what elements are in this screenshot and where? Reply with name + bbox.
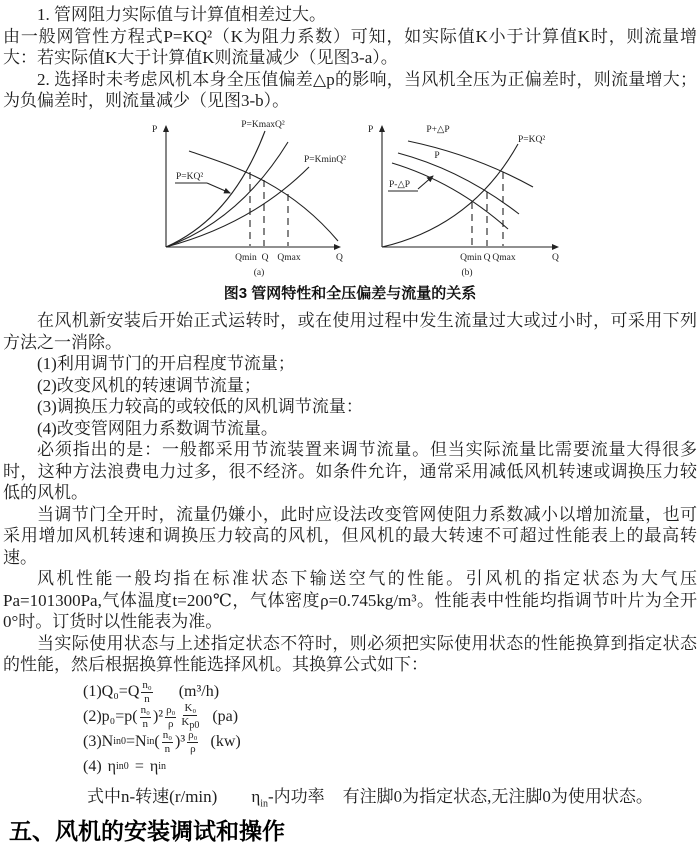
body-list-item-3: (3)调换压力较高的或较低的风机调节流量： [37, 397, 363, 416]
body-paragraph-5: 当实际使用状态与上述指定状态不符时，则必须把实际使用状态的性能换算到指定状态的性能，然后根据换算性能选择风机。其换算公式如下： [3, 633, 697, 674]
chart-a-tick-q: Q [261, 252, 269, 263]
chart-b-pminus-arrow [418, 176, 433, 189]
formula-4-equals: = [134, 758, 144, 776]
chart-b-sublabel: (b) [461, 267, 473, 278]
chart-b-tick-q: Q [483, 252, 491, 263]
intro-item-1: 1. 管网阻力实际值与计算值相差过大。 [37, 5, 326, 24]
chart-a [148, 114, 358, 281]
chart-b-curve-p-plus [408, 141, 533, 187]
chart-a-p-axis-label: P [152, 124, 158, 135]
formula-4-rhs-sub: in [158, 761, 166, 773]
note-footnote: 有注脚0为指定状态,无注脚0为使用状态。 [342, 786, 653, 806]
chart-b-p-plus-label: P+△P [426, 124, 450, 135]
formula-1-unit: (m³/h) [178, 683, 220, 701]
chart-b [360, 114, 570, 281]
formula-3-fraction-rho-num: ρ₀ [188, 728, 198, 741]
formula-2-fraction-k-den-sub: p0 [189, 720, 200, 732]
formula-3-exponent: )³ [175, 733, 186, 751]
formula-3-fraction-n-den: n [164, 742, 171, 755]
formula-2-exponent: )² [152, 708, 164, 726]
formula-1 [83, 680, 697, 705]
formula-2-fraction-rho-den: ρ [167, 717, 174, 730]
figure-3 [3, 114, 697, 281]
formula-4 [83, 755, 697, 780]
formula-3 [83, 730, 697, 755]
formula-1-fraction-den: n [144, 692, 150, 705]
formula-2 [83, 702, 697, 732]
formula-2-number: (2) [83, 708, 102, 726]
note-speed: 式中n-转速(r/min) [87, 786, 218, 806]
formula-2-fraction-rho [165, 704, 176, 730]
chart-b-tick-qmax: Qmax [492, 252, 516, 263]
formula-3-lhs-sub: in0 [113, 736, 126, 748]
formula-2-lhs: p₀=p( [101, 708, 138, 726]
formula-2-unit: (pa) [212, 708, 239, 726]
body-paragraph-1: 在风机新安装后开始正式运转时，或在使用过程中发生流量过大或过小时，可采用下列方法之一消除。 [3, 311, 697, 352]
note-power-sub: in [260, 797, 268, 809]
chart-b-tick-qmin: Qmin [460, 252, 482, 263]
note-power-text: -内功率 [268, 786, 325, 806]
formula-4-lhs: η [107, 758, 117, 776]
intro-continuation: 由一般网管性方程式P=KQ²（K为阻力系数）可知，如实际值K小于计算值K时，则流量增大：若实际值K大于计算值K则流量减少（见图3-a）。 [3, 26, 697, 67]
formula-3-fraction-rho-den: ρ [190, 742, 196, 755]
formula-3-open-paren: ( [154, 733, 160, 751]
formula-3-fraction-rho [187, 729, 198, 755]
formula-2-fraction-rho-num: ρ₀ [166, 703, 176, 716]
chart-b-p-minus-label: P-△P [389, 179, 411, 190]
formula-3-fraction-n [162, 729, 173, 755]
chart-a-kmax-label: P=KmaxQ² [241, 119, 285, 130]
chart-b-kq-label: P=KQ² [518, 134, 546, 145]
chart-a-sublabel: (a) [253, 267, 265, 278]
chart-b-curve-p [398, 150, 519, 214]
body-list-item-4: (4)改变管网阻力系数调节流量。 [37, 418, 278, 438]
figure-caption: 图3 管网特性和全压偏差与流量的关系 [223, 284, 477, 302]
note-power-symbol: η [251, 786, 261, 806]
formula-4-lhs-sub: in0 [116, 761, 129, 773]
formula-1-number: (1) [83, 683, 102, 701]
chart-a-kmin-label: P=KminQ² [304, 154, 346, 165]
note-power [251, 786, 325, 809]
formula-4-number: (4) [83, 758, 102, 776]
chart-a-tick-qmin: Qmin [235, 252, 257, 263]
body-paragraph-4: 风机性能一般均指在标准状态下输送空气的性能。引风机的指定状态为大气压Pa=101300Pa,气体温度t=200℃，气体密度ρ=0.745kg/m³。性能表中性能均指调节叶片为全开0°时。订货时以性能表为准。 [3, 569, 697, 631]
intro-item-2: 2. 选择时未考虑风机本身全压值偏差△p的影响，当风机全压为正偏差时，则流量增大；为负偏差时，则流量减少（见图3-b）。 [3, 69, 697, 110]
formula-2-fraction-n-den: n [142, 717, 149, 730]
formula-3-fraction-n-num: n₀ [162, 728, 173, 741]
body-paragraph-3: 当调节门全开时，流量仍嫌小，此时应设法改变管网使阻力系数减小以增加流量，也可采用增加风机转速和调换压力较高的风机，但风机的最大转速不可超过性能表上的最高转速。 [3, 504, 697, 567]
formula-3-mid-sub: in [146, 736, 155, 748]
formula-note [87, 786, 697, 815]
formula-3-number: (3) [83, 733, 102, 751]
formula-2-fraction-n [140, 704, 151, 730]
chart-b-p-label: P [434, 150, 440, 161]
chart-b-q-axis-label: Q [552, 252, 559, 263]
formula-3-unit: (kw) [210, 733, 241, 751]
chart-a-tick-qmax: Qmax [277, 252, 301, 263]
section-heading: 五、风机的安装调试和操作 [9, 818, 285, 844]
formula-4-rhs: η [149, 758, 159, 776]
chart-a-kq-arrow [207, 183, 230, 193]
chart-b-curve-kq [382, 144, 518, 247]
formula-2-fraction-k-den-base: K [181, 715, 190, 728]
formula-1-fraction-num: n₀ [142, 678, 152, 691]
formula-3-mid: =N [126, 733, 147, 751]
chart-a-curve-k [166, 142, 288, 247]
formula-2-fraction-n-num: n₀ [140, 703, 150, 716]
chart-a-kq-label: P=KQ² [176, 171, 204, 182]
body-list-item-2: (2)改变风机的转速调节流量； [37, 375, 261, 395]
formula-2-fraction-k [180, 702, 200, 731]
formula-2-fraction-k-num: K₀ [184, 702, 197, 715]
chart-a-q-axis-label: Q [336, 252, 343, 263]
body-list-item-1: (1)利用调节门的开启程度节流量； [37, 354, 295, 373]
chart-b-p-axis-label: P [368, 124, 374, 135]
formula-3-lhs: N [101, 733, 114, 751]
body-paragraph-2: 必须指出的是：一般都采用节流装置来调节流量。但当实际流量比需要流量大得很多时，这种方法浪费电力过多，很不经济。如条件允许，通常采用减低风机转速或调换压力较低的风机。 [3, 440, 697, 502]
formula-1-fraction [141, 679, 152, 705]
formula-1-lhs: Q₀=Q [101, 683, 140, 701]
conversion-formulas [83, 680, 697, 780]
